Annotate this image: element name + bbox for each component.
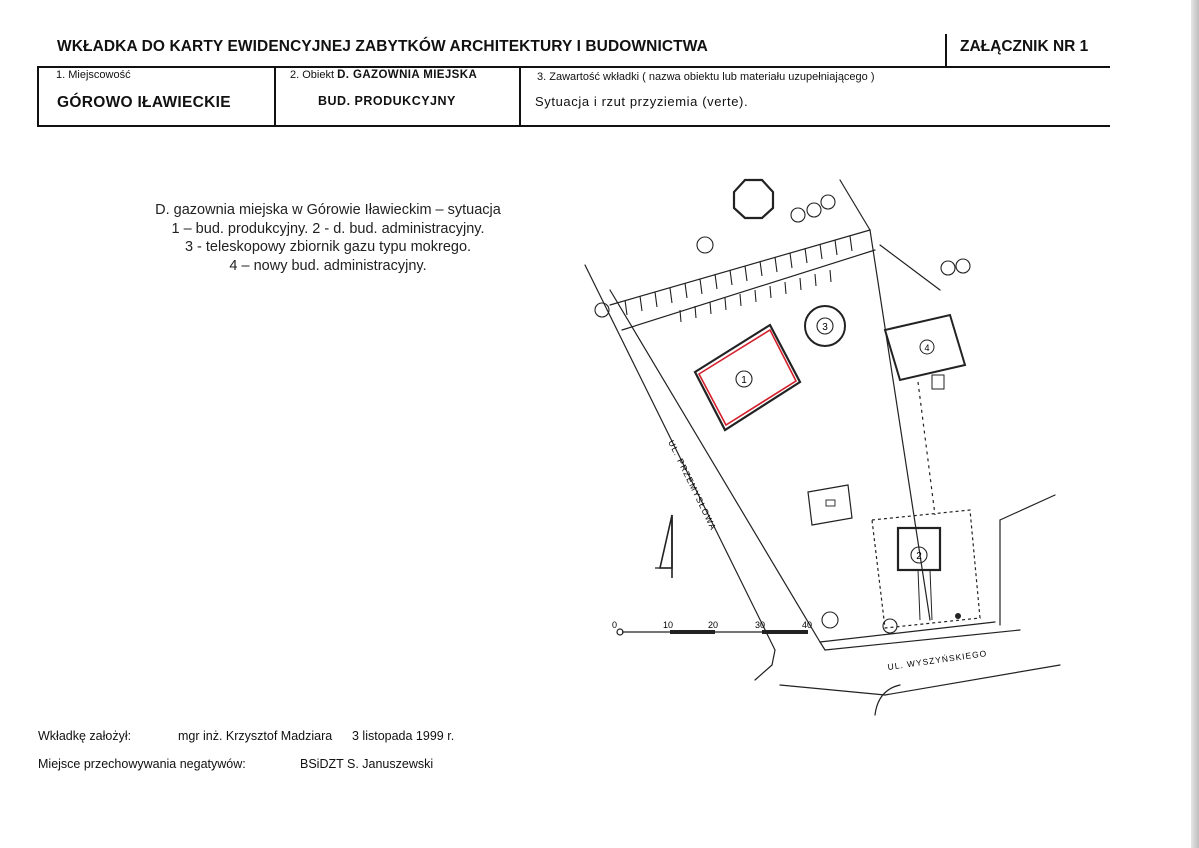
form-title: WKŁADKA DO KARTY EWIDENCYJNEJ ZABYTKÓW ARCHITEKTURY I BUDOWNICTWA (57, 38, 708, 55)
object-value: BUD. PRODUKCYJNY (318, 94, 456, 108)
building-2 (872, 510, 980, 628)
shed (808, 485, 852, 525)
building-1-label: 1 (741, 375, 747, 386)
trees (595, 180, 970, 633)
author-date: 3 listopada 1999 r. (352, 729, 455, 743)
header-divider (945, 34, 947, 66)
content-value: Sytuacja i rzut przyziemia (verte). (535, 94, 749, 109)
building-3-label: 3 (822, 322, 828, 333)
object-name: D. GAZOWNIA MIEJSKA (337, 69, 478, 81)
card-edge (1191, 0, 1199, 848)
building-3-gas-holder (805, 306, 845, 346)
building-1 (695, 325, 800, 430)
table-left-border (37, 66, 39, 126)
north-fence (625, 236, 852, 322)
caption-line-title: D. gazownia miejska w Górowie Iławieckim – sytuacja (155, 202, 501, 218)
site-north-boundary (610, 230, 870, 305)
object-label: 2. Obiekt (290, 69, 335, 81)
storage-value: BSiDZT S. Januszewski (300, 757, 434, 771)
footpath (918, 382, 935, 515)
scale-tick-10: 10 (663, 620, 674, 630)
author-value: mgr inż. Krzysztof Madziara (178, 729, 333, 743)
locality-label: 1. Miejscowość (56, 69, 131, 81)
object-field (290, 69, 477, 81)
locality-value: GÓROWO IŁAWIECKIE (57, 94, 231, 111)
street-wyszynskiego-edge (825, 630, 1020, 650)
caption-line-1: 1 – bud. produkcyjny. 2 - d. bud. administracyjny. (171, 220, 485, 237)
street-label-przemyslowa: UL. PRZEMYSŁOWA (666, 438, 719, 533)
street-south-curve (875, 685, 900, 715)
street-wyszynskiego-far-edge (885, 665, 1060, 695)
street-corner-edge (772, 650, 775, 665)
scale-tick-40: 40 (802, 620, 813, 630)
table-column-divider-1 (274, 66, 276, 126)
north-arrow (655, 515, 672, 578)
plan-caption (118, 201, 538, 275)
building-2-label: 2 (916, 551, 922, 562)
octagonal-kiosk (734, 180, 773, 218)
caption-line-3: 4 – nowy bud. administracyjny. (229, 257, 427, 274)
building-4-label: 4 (924, 343, 930, 353)
caption-line-2: 3 - teleskopowy zbiornik gazu typu mokrego. (184, 239, 472, 255)
street-corner-curb (755, 665, 772, 680)
scale-tick-0: 0 (612, 620, 618, 630)
street-przemyslowa-inner-edge (610, 290, 820, 642)
scale-bar (612, 620, 812, 635)
building-4 (885, 315, 965, 389)
storage-label: Miejsce przechowywania negatywów: (38, 757, 246, 771)
street-label-wyszynskiego: UL. WYSZYŃSKIEGO (886, 648, 988, 672)
site-plan-drawing (580, 170, 1100, 720)
scale-tick-30: 30 (755, 620, 766, 630)
shed-detail (826, 500, 835, 506)
table-top-rule (37, 66, 1110, 68)
site-south-corner (820, 642, 825, 650)
table-column-divider-2 (519, 66, 521, 126)
site-ne-path (880, 245, 940, 290)
street-wyszynskiego-curb (780, 685, 885, 695)
author-label: Wkładkę założył: (38, 729, 132, 743)
table-bottom-rule (37, 125, 1110, 127)
site-south-boundary (820, 622, 995, 642)
site-ne-edge (840, 180, 870, 230)
scale-tick-20: 20 (708, 620, 719, 630)
neighbour-building-edge (1000, 495, 1055, 520)
content-label: 3. Zawartość wkładki ( nazwa obiektu lub materiału uzupełniającego ) (537, 71, 875, 83)
annex-number: ZAŁĄCZNIK NR 1 (960, 38, 1089, 55)
